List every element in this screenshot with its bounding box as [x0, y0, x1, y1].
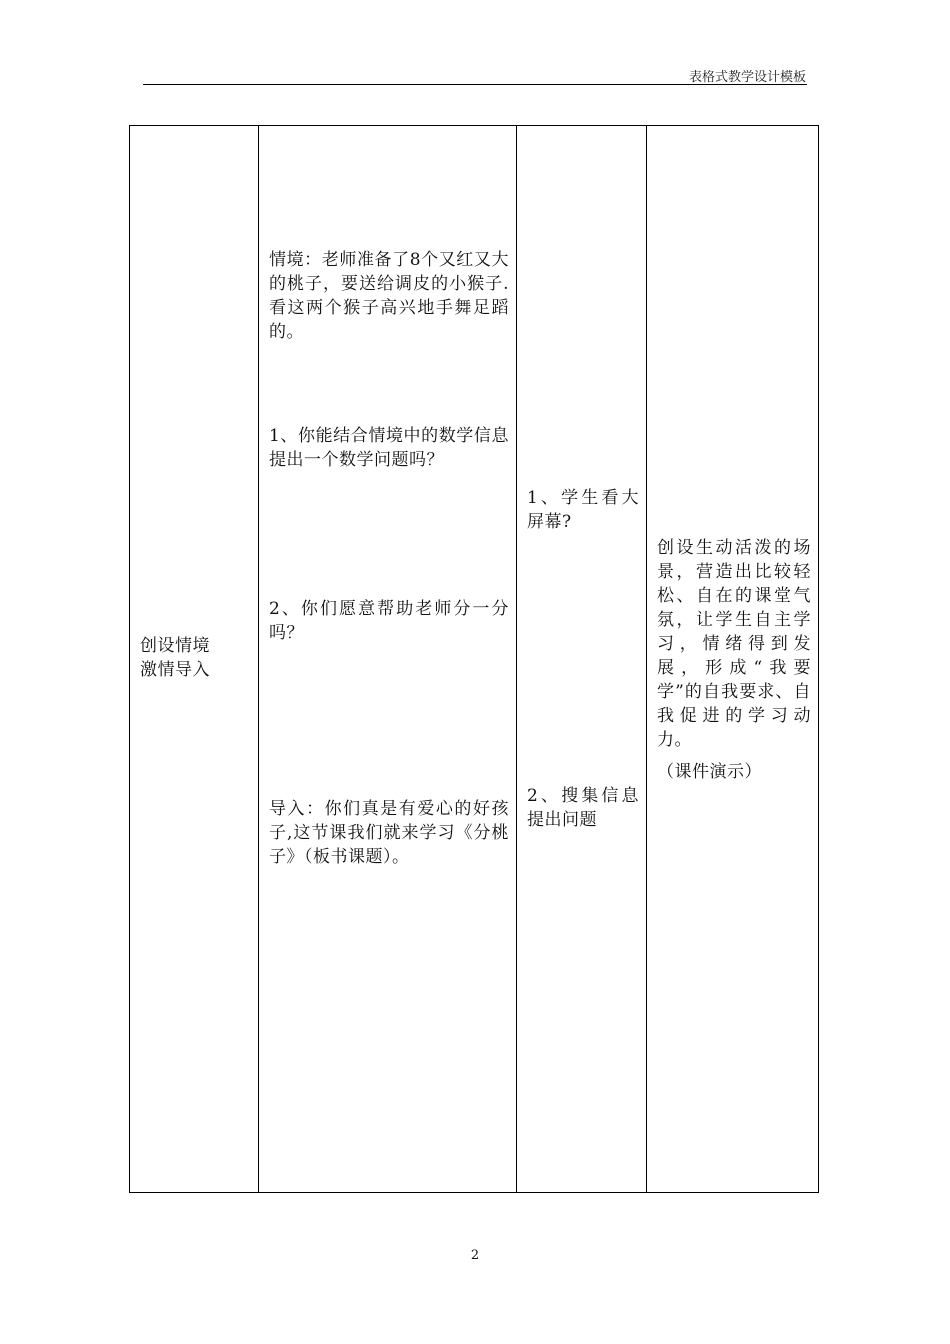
design-intent: 创设生动活泼的场景，营造出比较轻松、自在的课堂气氛，让学生自主学习，情绪得到发展，形成“我要学”的自我要求、自我促进的学习动力。 — [657, 538, 811, 750]
page-number: 2 — [470, 1248, 480, 1263]
teacher-question-1: 1、你能结合情境中的数学信息提出一个数学问题吗？ — [269, 426, 509, 470]
teacher-situation: 情境：老师准备了8个又红又大的桃子，要送给调皮的小猴子.看这两个猴子高兴地手舞足蹈的。 — [269, 250, 509, 342]
design-intent-note: （课件演示） — [657, 762, 762, 782]
column-divider — [646, 126, 647, 1192]
stage-cell — [140, 634, 250, 682]
student-activity-1: 1、学生看大屏幕? — [527, 488, 639, 532]
column-divider — [516, 126, 517, 1192]
column-divider — [258, 126, 259, 1192]
teacher-question-2: 2、你们愿意帮助老师分一分吗？ — [269, 599, 509, 643]
stage-line-2: 激情导入 — [140, 660, 210, 680]
teacher-intro: 导入：你们真是有爱心的好孩子,这节课我们就来学习《分桃子》（板书课题）。 — [269, 799, 509, 867]
header-title: 表格式教学设计模板 — [688, 70, 806, 85]
lesson-table — [129, 125, 819, 1193]
stage-line-1: 创设情境 — [140, 636, 210, 656]
student-activity-2: 2、搜集信息提出问题 — [527, 786, 639, 830]
header-rule — [143, 84, 807, 85]
